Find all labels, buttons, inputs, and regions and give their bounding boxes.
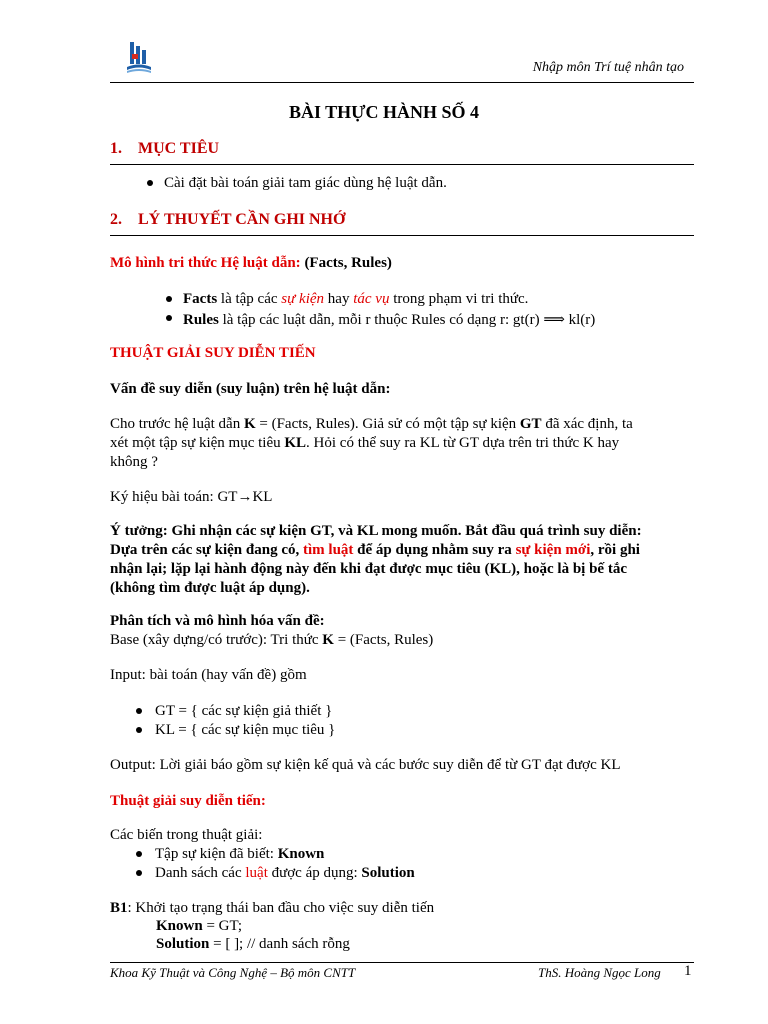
bullet-icon: [136, 870, 144, 878]
variables-line: Các biến trong thuật giải:: [110, 827, 263, 843]
idea-find-rule: tìm luật: [303, 542, 354, 558]
problem-paragraph-line-3: không ?: [110, 454, 158, 470]
solution-variable-line: [155, 865, 745, 882]
footer-department: Khoa Kỹ Thuật và Công Nghệ – Bộ môn CNTT: [110, 965, 356, 980]
output-line: Output: Lời giải báo gồm sự kiện kế quả và các bước suy diễn để từ GT đạt được KL: [110, 757, 621, 773]
known-assign-value: = GT;: [202, 918, 242, 934]
solution-assign-value: = [ ]; // danh sách rỗng: [209, 936, 350, 952]
step-b1-label: B1: [110, 900, 128, 916]
solution-assign-var: Solution: [156, 936, 210, 952]
section-2-divider: [110, 235, 694, 236]
p1-gt: GT: [519, 416, 542, 432]
base-text-2: = (Facts, Rules): [333, 632, 434, 648]
section-2-number: 2.: [110, 211, 122, 228]
kl-line: KL = { các sự kiện mục tiêu }: [155, 722, 336, 738]
bullet-icon: [166, 296, 174, 304]
step-b1-text: : Khởi tạo trạng thái ban đầu cho việc suy diễn tiến: [127, 900, 435, 916]
bullet-icon: [136, 851, 144, 859]
bullet-icon: [136, 727, 144, 735]
solution-text-2: được áp dụng:: [267, 865, 362, 881]
facts-definition: [183, 291, 768, 308]
bullet-icon: [166, 315, 174, 323]
known-assignment: [156, 918, 746, 935]
footer-divider: [110, 962, 694, 963]
p1-line2-text-2: . Hỏi có thể suy ra KL từ GT dựa trên tri thức K hay: [306, 435, 620, 451]
known-text: Tập sự kiện đã biết:: [155, 846, 278, 862]
known-term: Known: [277, 846, 325, 862]
facts-term: Facts: [183, 291, 218, 307]
model-label: Mô hình tri thức Hệ luật dẫn:: [110, 255, 305, 271]
facts-text-3: trong phạm vi tri thức.: [389, 291, 529, 307]
p1-text-3: đã xác định, ta: [541, 416, 633, 432]
idea-line-4: (không tìm được luật áp dụng).: [110, 580, 310, 596]
solution-assignment: [156, 936, 746, 953]
rules-term: Rules: [183, 312, 219, 328]
problem-paragraph-line-2: [110, 435, 700, 452]
section-1-number: 1.: [110, 140, 122, 157]
bullet-icon: [136, 708, 144, 716]
idea-l2-text-1: Dựa trên các sự kiện đang có,: [110, 542, 303, 558]
idea-l2-text-2: để áp dụng nhằm suy ra: [353, 542, 516, 558]
idea-line-1: Ý tưởng: Ghi nhận các sự kiện GT, và KL mong muốn. Bắt đầu quá trình suy diễn:: [110, 523, 642, 539]
section-1-divider: [110, 164, 694, 165]
section-2-title: LÝ THUYẾT CẦN GHI NHỚ: [138, 211, 346, 228]
base-text-1: Base (xây dựng/có trước): Tri thức: [110, 632, 323, 648]
section-1-heading: [110, 140, 219, 158]
idea-new-event: sự kiện mới: [515, 542, 591, 558]
header-divider: [110, 82, 694, 83]
problem-heading: Vấn đề suy diễn (suy luận) trên hệ luật dẫn:: [110, 381, 391, 397]
known-variable-line: [155, 846, 745, 863]
document-title: BÀI THỰC HÀNH SỐ 4: [288, 102, 480, 122]
footer-author: ThS. Hoàng Ngọc Long: [538, 965, 661, 980]
solution-rule: luật: [245, 865, 268, 881]
section-1-title: MỤC TIÊU: [138, 140, 220, 157]
idea-line-3: nhận lại; lặp lại hành động này đến khi đạt được mục tiêu (KL), hoặc là bị bế tắc: [110, 561, 627, 577]
facts-events: sự kiện: [281, 291, 325, 307]
base-line: [110, 632, 700, 649]
p1-text-2: = (Facts, Rules). Giả sử có một tập sự kiện: [255, 416, 520, 432]
page-number: 1: [684, 963, 692, 979]
section-2-heading: [110, 211, 345, 229]
problem-paragraph-line-1: [110, 416, 700, 433]
p1-k: K: [243, 416, 256, 432]
algorithm-heading: Thuật giải suy diễn tiến:: [110, 793, 266, 809]
forward-chaining-heading: THUẬT GIẢI SUY DIỄN TIẾN: [110, 345, 316, 361]
bullet-icon: [147, 180, 155, 188]
step-b1-line: [110, 900, 700, 917]
gt-line: GT = { các sự kiện giả thiết }: [155, 703, 333, 719]
facts-text-1: là tập các: [217, 291, 282, 307]
solution-text-1: Danh sách các: [155, 865, 246, 881]
facts-tasks: tác vụ: [353, 291, 390, 307]
objective-text: Cài đặt bài toán giải tam giác dùng hệ luật dẫn.: [164, 175, 447, 191]
notation-line: Ký hiệu bài toán: GT→KL: [110, 489, 273, 505]
header-title: Nhập môn Trí tuệ nhân tạo: [532, 60, 684, 75]
model-value: (Facts, Rules): [304, 255, 392, 271]
analysis-heading: Phân tích và mô hình hóa vấn đề:: [110, 613, 325, 629]
idea-line-2: [110, 542, 700, 559]
rules-definition: [183, 310, 768, 329]
input-line: Input: bài toán (hay vấn đề) gồm: [110, 667, 307, 683]
p1-line2-text-1: xét một tập sự kiện mục tiêu: [110, 435, 285, 451]
known-assign-var: Known: [156, 918, 203, 934]
idea-l2-text-3: , rồi ghi: [590, 542, 640, 558]
facts-text-2: hay: [324, 291, 354, 307]
solution-term: Solution: [361, 865, 415, 881]
p1-kl: KL: [284, 435, 307, 451]
university-logo-icon: [126, 40, 152, 74]
rules-text: là tập các luật dẫn, mỗi r thuộc Rules có dạng r: gt(r) ⟹ kl(r): [218, 312, 596, 328]
p1-text-1: Cho trước hệ luật dẫn: [110, 416, 244, 432]
model-heading: [110, 255, 700, 272]
base-k: K: [322, 632, 334, 648]
